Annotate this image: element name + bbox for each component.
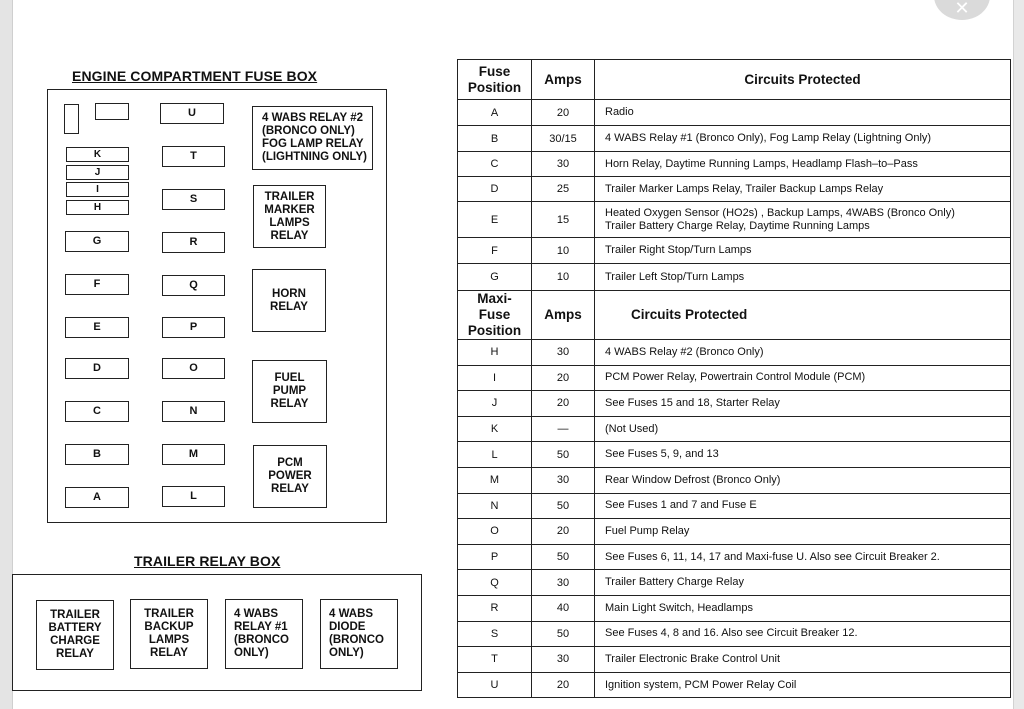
table-row (458, 519, 1011, 545)
relay-text-line: LAMPS (269, 216, 310, 229)
table-row (458, 238, 1011, 264)
circuits-cell (595, 647, 1011, 673)
position-cell: L (458, 442, 532, 468)
fuse-c: C (65, 401, 129, 422)
fuse-p: P (162, 317, 225, 338)
unlabeled-fuse-vertical (64, 104, 79, 134)
circuits-cell (595, 177, 1011, 202)
amps-cell: 30 (532, 152, 595, 177)
fuse-d: D (65, 358, 129, 379)
circuits-cell (595, 570, 1011, 596)
circuits-cell (595, 126, 1011, 152)
table-row (458, 340, 1011, 366)
position-cell: A (458, 100, 532, 126)
circuits-cell (595, 416, 1011, 442)
fuse-m: M (162, 444, 225, 465)
amps-cell: 20 (532, 100, 595, 126)
circuit-text: Main Light Switch, Headlamps (605, 601, 753, 614)
circuit-text: Trailer Electronic Brake Control Unit (605, 652, 781, 665)
amps-cell: 30 (532, 467, 595, 493)
circuits-cell (595, 595, 1011, 621)
amps-cell: 50 (532, 493, 595, 519)
position-cell: F (458, 238, 532, 264)
position-cell: S (458, 621, 532, 647)
fuse-q: Q (162, 275, 225, 296)
fuse-i: I (66, 182, 129, 197)
table-row (458, 177, 1011, 202)
fuse-u: U (160, 103, 224, 124)
fuse-n: N (162, 401, 225, 422)
header-line: Fuse (478, 63, 511, 79)
relay-text-line: RELAY (270, 398, 309, 410)
circuit-text: PCM Power Relay, Powertrain Control Module (PCM) (605, 371, 866, 384)
position-cell: J (458, 391, 532, 417)
circuits-cell (595, 621, 1011, 647)
page-edge-right (1013, 0, 1024, 709)
relay-text-line: RELAY (271, 483, 309, 495)
circuit-text: 4 WABS Relay #2 (Bronco Only) (605, 345, 764, 358)
table-row (458, 264, 1011, 291)
amps-cell: 20 (532, 365, 595, 391)
circuits-cell (595, 152, 1011, 177)
circuits-cell (595, 391, 1011, 417)
amps-cell: 30 (532, 340, 595, 366)
relay-horn (252, 269, 326, 332)
circuit-text: See Fuses 15 and 18, Starter Relay (605, 396, 780, 409)
amps-cell: 40 (532, 595, 595, 621)
table-row (458, 365, 1011, 391)
circuit-text: Horn Relay, Daytime Running Lamps, Headlamp Flash–to–Pass (605, 157, 918, 170)
table-row (458, 202, 1011, 238)
position-cell: I (458, 365, 532, 391)
relay-trailer-marker-lamps (253, 185, 326, 248)
circuit-text: See Fuses 6, 11, 14, 17 and Maxi-fuse U. Also see Circuit Breaker 2. (605, 550, 940, 563)
relay-fuel-pump (252, 360, 327, 423)
relay-text-line: 4 WABS (234, 608, 279, 620)
table-row (458, 621, 1011, 647)
circuits-cell (595, 340, 1011, 366)
circuits-cell (595, 519, 1011, 545)
circuits-header: Circuits Protected (595, 60, 1011, 100)
position-cell: O (458, 519, 532, 545)
circuit-text: Trailer Left Stop/Turn Lamps (605, 270, 745, 283)
table-row (458, 442, 1011, 468)
amps-cell: 50 (532, 442, 595, 468)
relay-text-line: ONLY) (329, 647, 364, 659)
maxi-circuits-header: Circuits Protected (595, 291, 1011, 340)
circuit-text: Heated Oxygen Sensor (HO2s) , Backup Lamps, 4WABS (Bronco Only) (605, 206, 955, 219)
relay-text-line: RELAY (56, 648, 94, 660)
amps-cell: 20 (532, 391, 595, 417)
circuits-cell (595, 493, 1011, 519)
engine-box-title: ENGINE COMPARTMENT FUSE BOX (72, 68, 318, 84)
amps-cell: 20 (532, 519, 595, 545)
table-row (458, 467, 1011, 493)
table-row (458, 126, 1011, 152)
circuit-text: Trailer Battery Charge Relay (605, 576, 744, 589)
position-cell: Q (458, 570, 532, 596)
relay-text-line: LAMPS (148, 634, 190, 646)
amps-cell: 50 (532, 544, 595, 570)
circuit-text: 4 WABS Relay #1 (Bronco Only), Fog Lamp Relay (Lightning Only) (605, 132, 932, 144)
table-row (458, 493, 1011, 519)
amps-cell: 30/15 (532, 126, 595, 152)
amps-cell: — (532, 416, 595, 442)
position-cell: G (458, 264, 532, 291)
maxi-position-header (458, 291, 532, 340)
relay-text-line: (BRONCO (329, 634, 384, 646)
relay-text-line: (BRONCO ONLY) (262, 125, 355, 137)
position-cell: M (458, 467, 532, 493)
position-cell: D (458, 177, 532, 202)
table-row (458, 672, 1011, 698)
position-cell: C (458, 152, 532, 177)
close-icon: ✕ (954, 0, 970, 19)
amps-header: Amps (532, 60, 595, 100)
relay-text-line: RELAY (150, 647, 188, 659)
circuit-text: Trailer Marker Lamps Relay, Trailer Backup Lamps Relay (605, 182, 884, 195)
table-row (458, 647, 1011, 673)
relay-text-line: BATTERY (48, 622, 102, 634)
circuits-cell (595, 365, 1011, 391)
fuse-f: F (65, 274, 129, 295)
position-cell: H (458, 340, 532, 366)
fuse-g: G (65, 231, 129, 252)
amps-cell: 10 (532, 238, 595, 264)
fuse-header-row (458, 60, 1011, 100)
position-cell: U (458, 672, 532, 698)
maxi-amps-header: Amps (532, 291, 595, 340)
fuse-k: K (66, 147, 129, 162)
table-row (458, 595, 1011, 621)
relay-text-line: DIODE (329, 621, 366, 633)
circuits-cell (595, 238, 1011, 264)
relay-text-line: FOG LAMP RELAY (262, 138, 364, 150)
relay-text-line: TRAILER (50, 609, 100, 621)
relay-4wabs-2-fog-lamp (252, 106, 373, 170)
circuit-text: (Not Used) (605, 422, 659, 435)
amps-cell: 50 (532, 621, 595, 647)
circuits-cell (595, 100, 1011, 126)
relay-text-line: RELAY (270, 229, 309, 242)
position-cell: T (458, 647, 532, 673)
fuse-j: J (66, 165, 129, 180)
position-cell: R (458, 595, 532, 621)
circuit-text: Rear Window Defrost (Bronco Only) (605, 473, 781, 486)
circuit-text: See Fuses 1 and 7 and Fuse E (605, 499, 757, 512)
circuits-cell (595, 544, 1011, 570)
amps-cell: 30 (532, 647, 595, 673)
position-cell: P (458, 544, 532, 570)
relay-text-line: RELAY #1 (234, 621, 288, 633)
fuse-table (457, 59, 1011, 698)
fuse-o: O (162, 358, 225, 379)
position-cell: N (458, 493, 532, 519)
circuits-cell (595, 264, 1011, 291)
table-row (458, 570, 1011, 596)
relay-text-line: TRAILER (264, 190, 315, 203)
amps-cell: 25 (532, 177, 595, 202)
circuit-text: Radio (605, 106, 634, 118)
trailer-box-title: TRAILER RELAY BOX (134, 553, 281, 569)
relay-4wabs-diode (320, 599, 398, 669)
fuse-h: H (66, 200, 129, 215)
circuits-cell (595, 442, 1011, 468)
fuse-r: R (162, 232, 225, 253)
relay-trailer-battery-charge (36, 600, 114, 670)
fuse-e: E (65, 317, 129, 338)
unlabeled-fuse-horizontal (95, 103, 129, 120)
circuit-text: See Fuses 5, 9, and 13 (605, 448, 719, 461)
position-cell: E (458, 202, 532, 238)
circuits-cell (595, 672, 1011, 698)
amps-cell: 15 (532, 202, 595, 238)
relay-text-line: BACKUP (144, 621, 194, 633)
fuse-l: L (162, 486, 225, 507)
circuit-text: See Fuses 4, 8 and 16. Also see Circuit Breaker 12. (605, 627, 858, 640)
relay-text-line: (LIGHTNING ONLY) (262, 151, 367, 163)
relay-text-line: ONLY) (234, 647, 269, 659)
relay-text-line: CHARGE (50, 635, 100, 647)
circuit-text: Trailer Battery Charge Relay, Daytime Running Lamps (605, 219, 870, 232)
circuit-text: Ignition system, PCM Power Relay Coil (605, 678, 797, 691)
amps-cell: 20 (532, 672, 595, 698)
circuit-text: Trailer Right Stop/Turn Lamps (605, 244, 752, 256)
table-row (458, 391, 1011, 417)
table-row (458, 544, 1011, 570)
relay-text-line: MARKER (264, 203, 315, 216)
table-row (458, 416, 1011, 442)
relay-text-line: RELAY (270, 300, 308, 313)
position-cell: K (458, 416, 532, 442)
position-cell: B (458, 126, 532, 152)
maxi-header-row (458, 291, 1011, 340)
fuse-s: S (162, 189, 225, 210)
amps-cell: 30 (532, 570, 595, 596)
header-line: Position (467, 323, 522, 338)
circuits-cell (595, 467, 1011, 493)
relay-text-line: TRAILER (144, 608, 194, 620)
header-line: Maxi-Fuse (477, 291, 512, 322)
amps-cell: 10 (532, 264, 595, 291)
header-line: Position (467, 79, 522, 95)
relay-text-line: 4 WABS RELAY #2 (262, 112, 363, 124)
relay-text-line: PUMP (272, 385, 307, 397)
relay-text-line: (BRONCO (234, 634, 289, 646)
relay-trailer-backup-lamps (130, 599, 208, 669)
relay-text-line: POWER (268, 470, 312, 482)
relay-4wabs-1 (225, 599, 303, 669)
fuse-t: T (162, 146, 225, 167)
relay-text-line: 4 WABS (329, 608, 374, 620)
table-row (458, 152, 1011, 177)
circuit-text: Fuel Pump Relay (605, 524, 690, 537)
fuse-a: A (65, 487, 129, 508)
relay-pcm-power (253, 445, 327, 508)
relay-text-line: PCM (277, 457, 303, 469)
fuse-b: B (65, 444, 129, 465)
close-button[interactable] (934, 0, 990, 20)
table-row (458, 100, 1011, 126)
relay-text-line: HORN (272, 287, 306, 300)
fuse-position-header (458, 60, 532, 100)
relay-text-line: FUEL (274, 372, 305, 384)
circuits-cell (595, 202, 1011, 238)
